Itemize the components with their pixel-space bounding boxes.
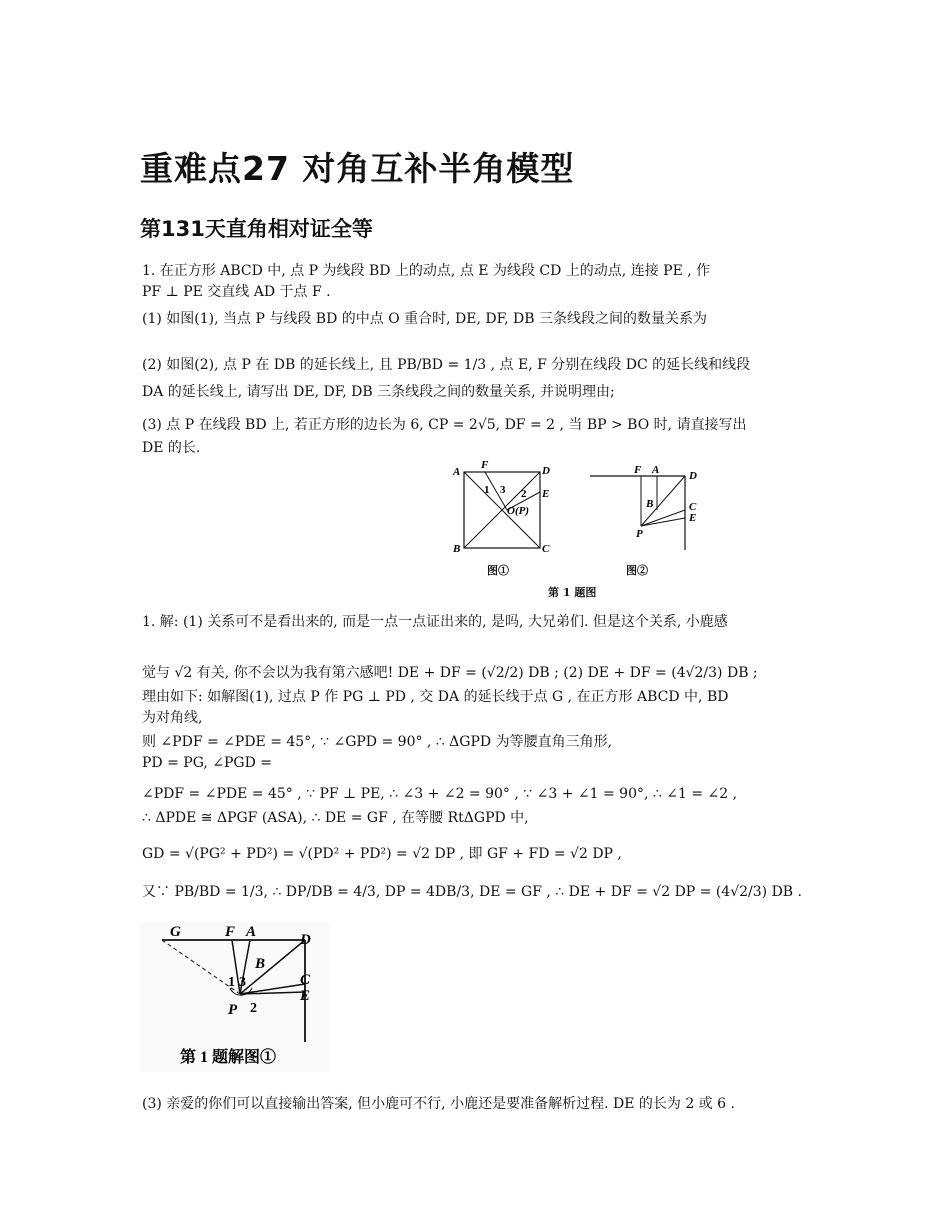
sol-angle-3: 3 xyxy=(239,975,246,990)
solution-line: ∴ ΔPDE ≅ ΔPGF (ASA), ∴ DE = GF , 在等腰 RtΔGPD 中, xyxy=(142,810,529,826)
page-title: 重难点27 对角互补半角模型 xyxy=(140,149,575,188)
sol-label-F: F xyxy=(225,924,236,940)
figures-caption: 第 1 题图 xyxy=(548,586,597,599)
sol-label-A: A xyxy=(246,924,257,940)
fig1-label-A: A xyxy=(453,466,461,478)
solution-line: 又∵ PB/BD = 1/3, ∴ DP/DB = 4/3, DP = 4DB/3, DE = GF , ∴ DE + DF = √2 DP = (4√2/3) DB . xyxy=(142,884,802,900)
solution-line: ∠PDF = ∠PDE = 45° , ∵ PF ⊥ PE, ∴ ∠3 + ∠2 = 90° , ∵ ∠3 + ∠1 = 90°, ∴ ∠1 = ∠2 , xyxy=(142,786,738,802)
problem-line: PF ⊥ PE 交直线 AD 于点 F . xyxy=(142,284,331,300)
solution-line: 觉与 √2 有关, 你不会以为我有第六感吧! DE + DF = (√2/2) DB ; (2) DE + DF = (4√2/3) DB ; xyxy=(142,665,758,681)
sol-label-G: G xyxy=(170,924,181,940)
fig1-angle-1: 1 xyxy=(484,484,490,496)
solution-line: 则 ∠PDF = ∠PDE = 45°, ∵ ∠GPD = 90° , ∴ ΔGPD 为等腰直角三角形, xyxy=(142,734,613,750)
solution-line: 为对角线, xyxy=(142,710,203,726)
sol-label-P: P xyxy=(228,1002,238,1018)
fig2-label-A: A xyxy=(652,464,660,476)
fig1-label-B: B xyxy=(453,543,461,555)
figure-1-caption: 图① xyxy=(487,564,509,577)
solution-line: PD = PG, ∠PGD = xyxy=(142,755,273,771)
fig2-label-B: B xyxy=(646,498,654,510)
sol-label-C: C xyxy=(300,972,311,988)
section-subtitle: 第131天直角相对证全等 xyxy=(140,217,373,241)
fig1-label-O: O(P) xyxy=(507,505,529,517)
sol-angle-2: 2 xyxy=(250,1001,257,1016)
problem-line: DA 的延长线上, 请写出 DE, DF, DB 三条线段之间的数量关系, 并说明理由; xyxy=(142,384,615,400)
fig2-label-P: P xyxy=(636,528,643,540)
sol-angle-1: 1 xyxy=(228,975,235,990)
fig1-angle-3: 3 xyxy=(500,484,506,496)
sol-label-B: B xyxy=(255,956,266,972)
fig1-angle-2: 2 xyxy=(521,488,527,500)
fig1-label-F: F xyxy=(481,460,489,471)
solution-line: 1. 解: (1) 关系可不是看出来的, 而是一点一点证出来的, 是吗, 大兄弟们. 但是这个关系, 小鹿感 xyxy=(142,614,728,630)
fig2-label-E: E xyxy=(689,512,697,524)
fig1-label-D: D xyxy=(542,465,550,477)
problem-line: 1. 在正方形 ABCD 中, 点 P 为线段 BD 上的动点, 点 E 为线段 CD 上的动点, 连接 PE , 作 xyxy=(142,263,711,279)
fig1-label-E: E xyxy=(542,488,550,500)
problem-line: (2) 如图(2), 点 P 在 DB 的延长线上, 且 PB/BD = 1/3 , 点 E, F 分别在线段 DC 的延长线和线段 xyxy=(142,357,751,373)
solution-figure xyxy=(140,922,330,1072)
sol-label-D: D xyxy=(300,932,311,948)
sol-label-E: E xyxy=(300,988,311,1004)
fig1-label-C: C xyxy=(542,543,550,555)
solution-line: GD = √(PG² + PD²) = √(PD² + PD²) = √2 DP , 即 GF + FD = √2 DP , xyxy=(142,846,622,862)
figure-2-caption: 图② xyxy=(626,564,648,577)
fig2-label-D: D xyxy=(689,470,697,482)
fig2-label-F: F xyxy=(634,464,642,476)
solution-line: 理由如下: 如解图(1), 过点 P 作 PG ⊥ PD , 交 DA 的延长线于点 G , 在正方形 ABCD 中, BD xyxy=(142,689,729,705)
figure-2-diagram xyxy=(585,460,705,560)
problem-line: (1) 如图(1), 当点 P 与线段 BD 的中点 O 重合时, DE, DF, DB 三条线段之间的数量关系为 xyxy=(142,311,707,327)
solution-line: (3) 亲爱的你们可以直接输出答案, 但小鹿可不行, 小鹿还是要准备解析过程. DE 的长为 2 或 6 . xyxy=(142,1096,735,1112)
problem-line: (3) 点 P 在线段 BD 上, 若正方形的边长为 6, CP = 2√5, DF = 2 , 当 BP > BO 时, 请直接写出 xyxy=(142,417,747,433)
solution-figure-caption: 第 1 题解图① xyxy=(180,1049,277,1066)
fig2-label-C: C xyxy=(689,501,697,513)
problem-line: DE 的长. xyxy=(142,440,201,456)
